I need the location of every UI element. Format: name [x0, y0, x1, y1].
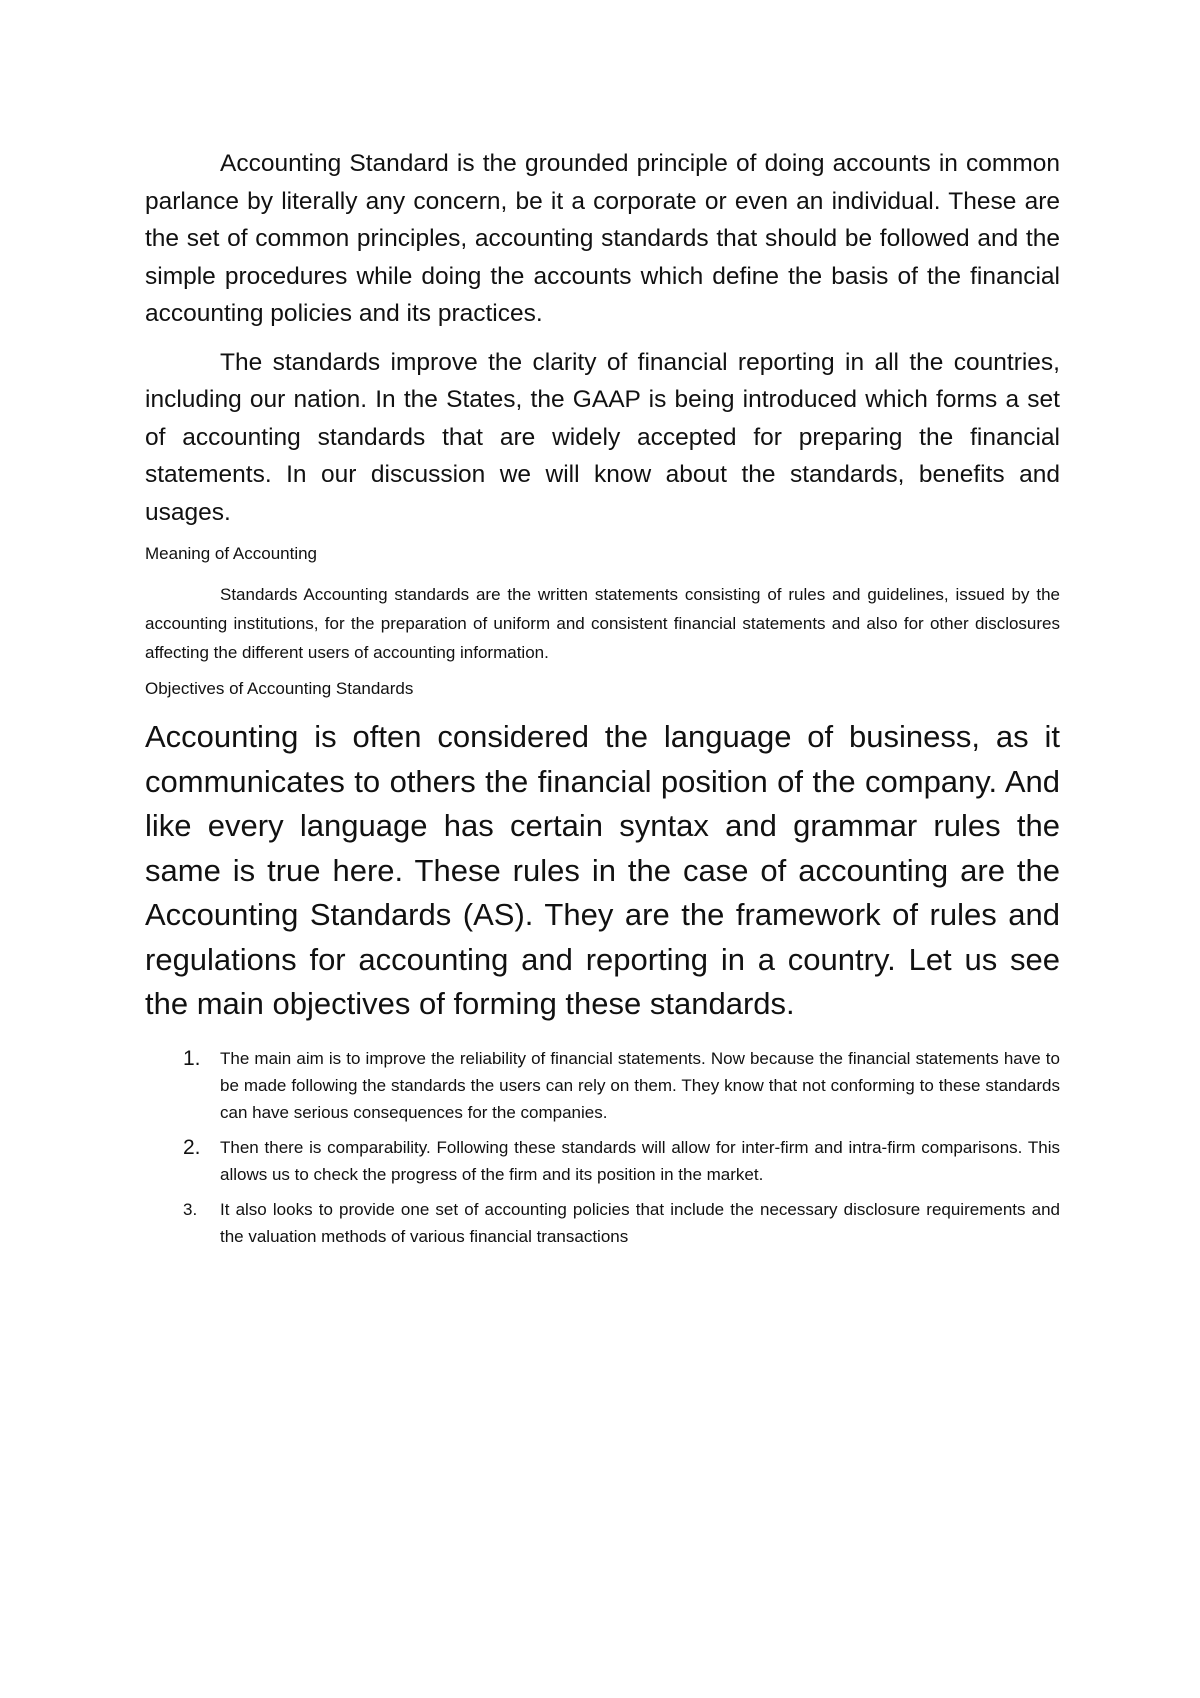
- objectives-list: [145, 1045, 1060, 1250]
- intro-paragraph: Accounting Standard is the grounded principle of doing accounts in common parlance by literally any concern, be it a corporate or even an individual. These are the set of common principles, accounting standards that should be followed and the simple procedures while doing the accounts which define the basis of the financial accounting policies and its practices.: [145, 150, 1060, 327]
- list-item: [145, 1134, 1060, 1188]
- list-item-text: The main aim is to improve the reliability of financial statements. Now because the financial statements have to be made following the standards the users can rely on them. They know that not conforming to these standards can have serious consequences for the companies.: [220, 1048, 1060, 1122]
- meaning-heading: Meaning of Accounting: [145, 544, 318, 563]
- standards-paragraph: The standards improve the clarity of financial reporting in all the countries, including our nation. In the States, the GAAP is being introduced which forms a set of accounting standards that are widely accepted for preparing the financial statements. In our discussion we will know about the standards, benefits and usages.: [145, 348, 1060, 526]
- objectives-intro-paragraph: Accounting is often considered the language of business, as it communicates to others the financial position of the company. And like every language has certain syntax and grammar rules the same is true here. These rules in the case of accounting are the Accounting Standards (AS). They are the framework of rules and regulations for accounting and reporting in a country. Let us see the main objectives of forming these standards.: [145, 719, 1060, 1021]
- list-item-number: 1.: [183, 1046, 201, 1070]
- list-item-text: It also looks to provide one set of accounting policies that include the necessary disclosure requirements and the valuation methods of various financial transactions: [220, 1199, 1060, 1246]
- list-item-number: 2.: [183, 1135, 201, 1159]
- meaning-paragraph: Standards Accounting standards are the written statements consisting of rules and guidelines, issued by the accounting institutions, for the preparation of uniform and consistent financial statements and also for other disclosures affecting the different users of accounting information.: [145, 585, 1060, 662]
- list-item-number: 3.: [183, 1199, 198, 1219]
- document-body: [145, 145, 1060, 1258]
- objectives-heading: Objectives of Accounting Standards: [145, 679, 414, 698]
- list-item-text: Then there is comparability. Following these standards will allow for inter-firm and intra-firm comparisons. This allows us to check the progress of the firm and its position in the market.: [220, 1137, 1060, 1184]
- list-item: [145, 1045, 1060, 1126]
- list-item: [145, 1196, 1060, 1250]
